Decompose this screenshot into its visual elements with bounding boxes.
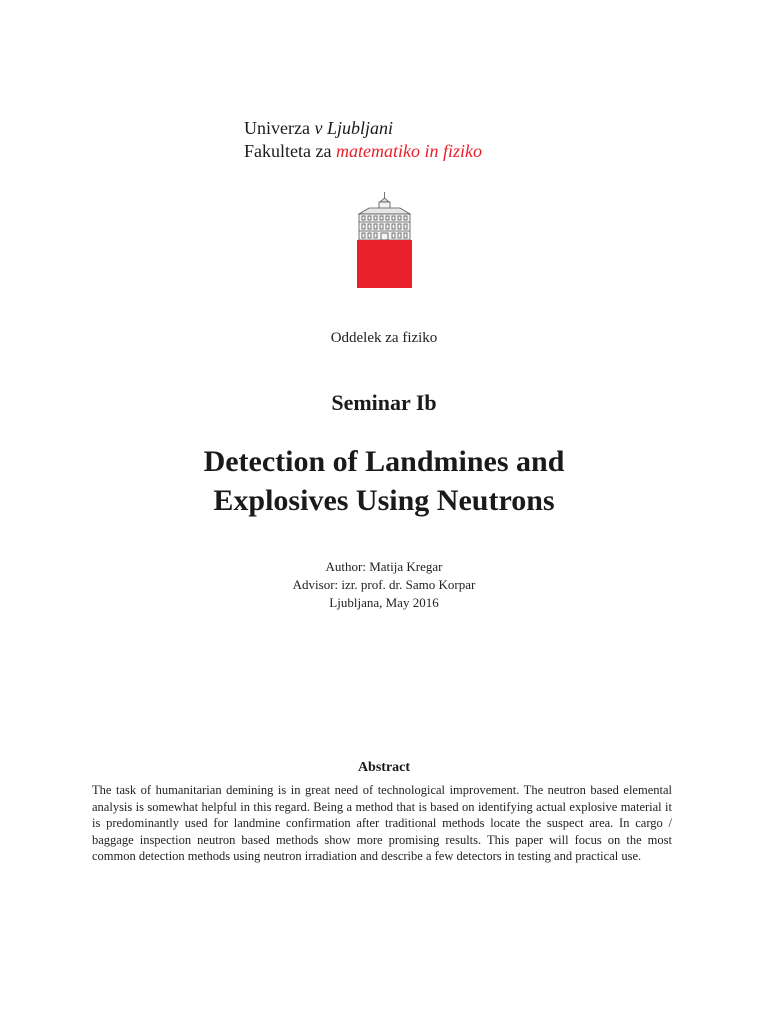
university-name-city: v Ljubljani — [314, 118, 393, 138]
paper-meta — [0, 558, 768, 612]
advisor-line: Advisor: izr. prof. dr. Samo Korpar — [292, 577, 476, 592]
university-name-prefix: Univerza — [244, 118, 315, 138]
paper-title — [0, 442, 768, 520]
faculty-name — [244, 140, 482, 163]
place-date-line: Ljubljana, May 2016 — [329, 595, 439, 610]
abstract-heading: Abstract — [357, 760, 411, 775]
abstract-text: The task of humanitarian demining is in great need of technological improvement. The neutron based elemental analysis is somewhat helpful in this regard. Being a method that is based on identifying actual explosive material it is predominantly used for landmine confirmation after traditional methods locate the suspect area. In cargo / baggage inspection neutron based methods show more promising results. This paper will focus on the most common detection methods using neutron irradiation and describe a few detectors in testing and practical use. — [92, 783, 672, 863]
seminar-label: Seminar Ib — [331, 390, 437, 415]
university-name — [244, 117, 482, 140]
department-name: Oddelek za fiziko — [330, 330, 438, 346]
university-header — [244, 117, 482, 163]
paper-title-line-2: Explosives Using Neutrons — [213, 484, 555, 517]
paper-title-line-1: Detection of Landmines and — [203, 445, 565, 478]
faculty-name-prefix: Fakulteta za — [244, 141, 336, 161]
logo-red-block — [357, 240, 412, 288]
author-line: Author: Matija Kregar — [325, 559, 443, 574]
faculty-name-field: matematiko in fiziko — [335, 141, 482, 161]
university-building-logo-icon — [357, 190, 412, 288]
